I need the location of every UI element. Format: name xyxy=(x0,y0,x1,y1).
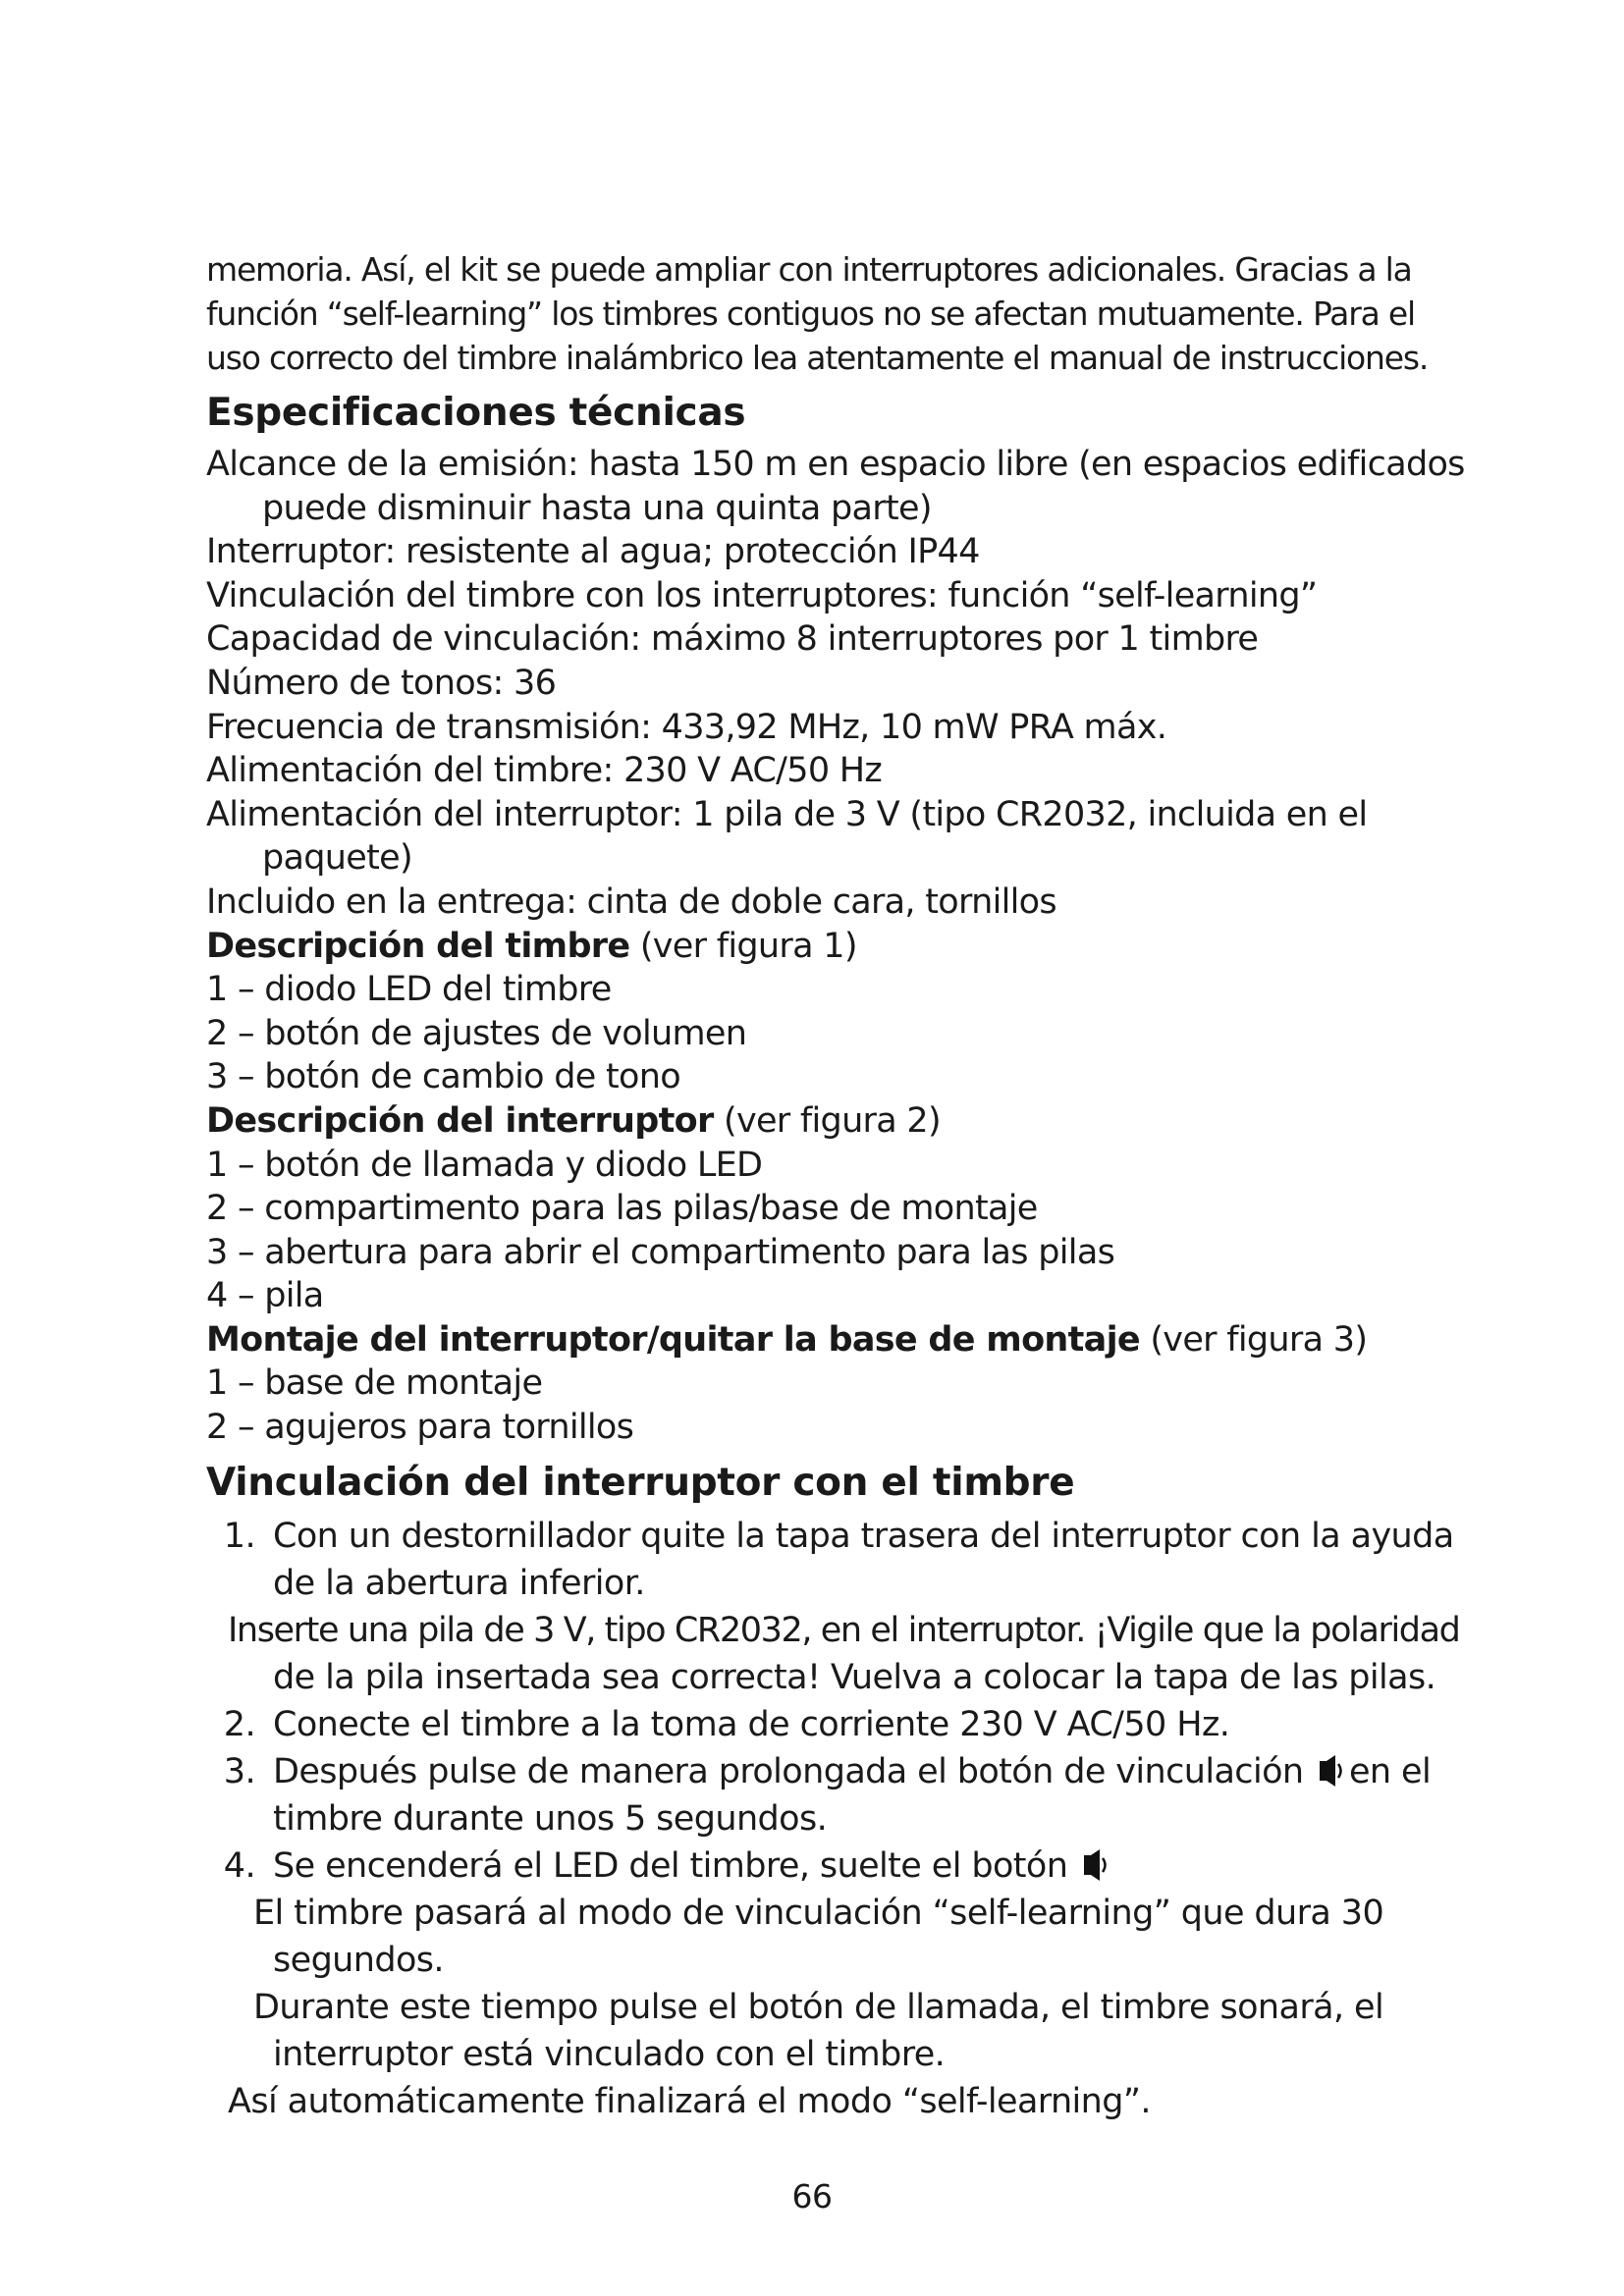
mounting-ref: (ver figura 3) xyxy=(1139,1319,1368,1360)
manual-page xyxy=(206,247,1465,2125)
step-number: 2. xyxy=(223,1704,255,1744)
step-text: Así automáticamente finalizará el modo “self-learning”. xyxy=(228,2081,1151,2121)
switch-description-title: Descripción del interruptor xyxy=(206,1100,714,1141)
intro-line: función “self-learning” los timbres contiguos no se afectan mutuamente. Para el xyxy=(206,294,1415,333)
intro-line: uso correcto del timbre inalámbrico lea atentamente el manual de instrucciones. xyxy=(206,339,1429,377)
step-text: Inserte una pila de 3 V, tipo CR2032, en el interruptor. ¡Vigile que la polaridad xyxy=(228,1610,1460,1650)
spec-switch-power: Alimentación del interruptor: 1 pila de 3 V (tipo CR2032, incluida en el xyxy=(206,794,1368,834)
step-number: 4. xyxy=(223,1845,255,1886)
list-item: 4 – pila xyxy=(206,1276,324,1316)
switch-description-heading xyxy=(206,1099,1424,1144)
list-item: 1 – diodo LED del timbre xyxy=(206,970,612,1010)
step-text: timbre durante unos 5 segundos. xyxy=(273,1798,828,1839)
step-1-line xyxy=(206,1513,1454,1560)
bell-description-heading xyxy=(206,925,1424,969)
step-2-line xyxy=(206,1701,1424,1748)
link-button-icon xyxy=(1318,1753,1345,1789)
list-item: 1 – botón de llamada y diodo LED xyxy=(206,1145,763,1185)
spec-bell-power: Alimentación del timbre: 230 V AC/50 Hz xyxy=(206,751,883,791)
step-number: 3. xyxy=(223,1751,255,1791)
bell-description-ref: (ver figura 1) xyxy=(629,926,857,966)
spec-frequency: Frecuencia de transmisión: 433,92 MHz, 10 mW PRA máx. xyxy=(206,707,1167,747)
list-item: 1 – base de montaje xyxy=(206,1363,543,1404)
step-number: 1. xyxy=(223,1516,255,1556)
step-text: Después pulse de manera prolongada el botón de vinculación xyxy=(273,1751,1304,1791)
bell-description-title: Descripción del timbre xyxy=(206,926,630,966)
intro-paragraph xyxy=(206,247,1429,380)
step-4-line xyxy=(206,1842,1424,1890)
list-item: 2 – agujeros para tornillos xyxy=(206,1408,634,1448)
list-item: 2 – compartimento para las pilas/base de montaje xyxy=(206,1189,1038,1229)
link-button-icon xyxy=(1082,1847,1110,1883)
step-text: segundos. xyxy=(273,1940,444,1980)
spec-range: Alcance de la emisión: hasta 150 m en espacio libre (en espacios edificados xyxy=(206,445,1465,484)
mounting-title: Montaje del interruptor/quitar la base de montaje xyxy=(206,1319,1140,1360)
step-text: El timbre pasará al modo de vinculación “self-learning” que dura 30 xyxy=(253,1893,1384,1933)
list-item: 3 – botón de cambio de tono xyxy=(206,1057,680,1097)
step-text: Durante este tiempo pulse el botón de llamada, el timbre sonará, el xyxy=(253,1987,1384,2027)
step-text: de la pila insertada sea correcta! Vuelva a colocar la tapa de las pilas. xyxy=(273,1657,1436,1697)
step-text: Se encenderá el LED del timbre, suelte el botón xyxy=(273,1845,1068,1886)
spec-switch: Interruptor: resistente al agua; protección IP44 xyxy=(206,532,980,572)
spec-switch-power-cont: paquete) xyxy=(262,838,412,879)
step-text: Conecte el timbre a la toma de corriente 230 V AC/50 Hz. xyxy=(273,1704,1230,1744)
list-item: 2 – botón de ajustes de volumen xyxy=(206,1013,747,1053)
step-text: en el xyxy=(1349,1751,1432,1791)
spec-range-cont: puede disminuir hasta una quinta parte) xyxy=(262,488,932,528)
step-3-line xyxy=(206,1748,1432,1795)
linking-heading: Vinculación del interruptor con el timbre xyxy=(206,1460,1075,1505)
intro-line: memoria. Así, el kit se puede ampliar con interruptores adicionales. Gracias a la xyxy=(206,250,1412,289)
mounting-heading xyxy=(206,1318,1424,1362)
step-text: interruptor está vinculado con el timbre. xyxy=(273,2034,946,2074)
specs-list xyxy=(206,443,1465,925)
page-number: 66 xyxy=(791,2177,833,2216)
step-text: de la abertura inferior. xyxy=(273,1563,645,1603)
specs-heading: Especificaciones técnicas xyxy=(206,391,746,435)
spec-included: Incluido en la entrega: cinta de doble cara, tornillos xyxy=(206,881,1056,922)
spec-tones: Número de tonos: 36 xyxy=(206,663,557,703)
step-text: Con un destornillador quite la tapa trasera del interruptor con la ayuda xyxy=(273,1516,1454,1556)
linking-steps xyxy=(206,1513,1460,2125)
switch-description-ref: (ver figura 2) xyxy=(713,1100,941,1141)
list-item: 3 – abertura para abrir el compartimento para las pilas xyxy=(206,1232,1115,1272)
spec-capacity: Capacidad de vinculación: máximo 8 interruptores por 1 timbre xyxy=(206,619,1259,660)
spec-linking: Vinculación del timbre con los interruptores: función “self-learning” xyxy=(206,575,1318,615)
